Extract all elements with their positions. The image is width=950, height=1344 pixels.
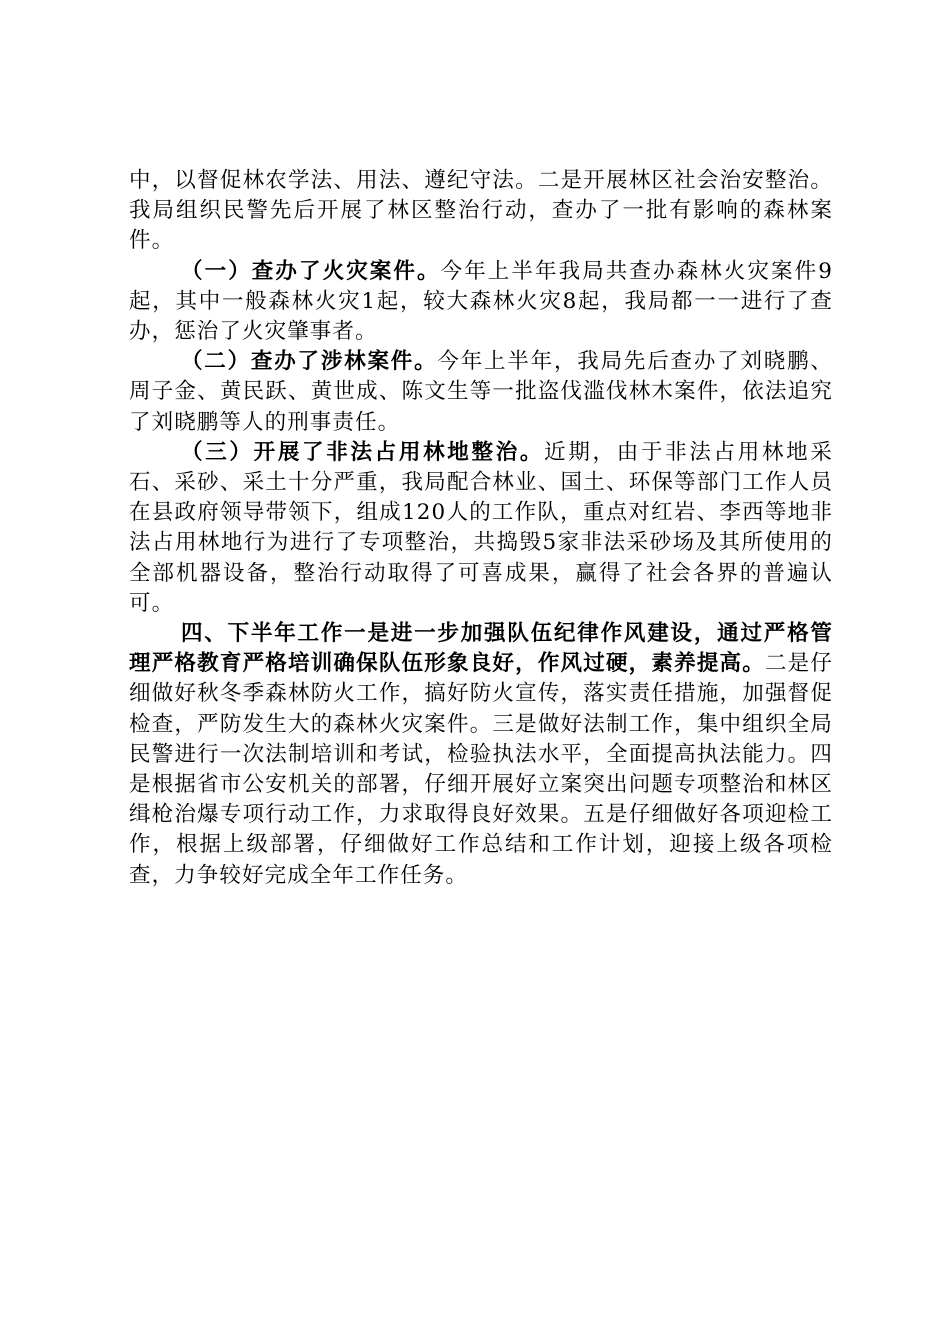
section-heading: （二）查办了涉林案件。 — [181, 349, 438, 375]
paragraph-text: 今年上半年，我局先后查办了刘晓鹏、周子金、黄民跃、黄世成、陈文生等一批盗伐滥伐林木案件，依法追究了刘晓鹏等人的刑事责任。 — [129, 349, 833, 435]
paragraph-text: 今年上半年我局共查办森林火灾案件9起，其中一般森林火灾1起，较大森林火灾8起，我局都一一进行了查办，惩治了火灾肇事者。 — [129, 258, 833, 345]
paragraph-forest-cases — [129, 347, 833, 438]
paragraph-intro — [129, 166, 833, 257]
paragraph-fire-cases — [129, 257, 833, 348]
section-heading: （三）开展了非法占用林地整治。 — [181, 439, 545, 465]
paragraph-text: 近期，由于非法占用林地采石、采砂、采土十分严重，我局配合林业、国土、环保等部门工作人员在县政府领导带领下，组成120人的工作队，重点对红岩、李西等地非法占用林地行为进行了专项整治，共捣毁5家非法采砂场及其所使用的全部机器设备，整治行动取得了可喜成果，赢得了社会各界的普遍认可。 — [129, 439, 833, 616]
paragraph-second-half-plan — [129, 619, 833, 891]
paragraph-land-rectification — [129, 438, 833, 619]
paragraph-text: 中，以督促林农学法、用法、遵纪守法。二是开展林区社会治安整治。我局组织民警先后开展了林区整治行动，查办了一批有影响的森林案件。 — [129, 168, 833, 254]
section-heading: 四、下半年工作一是进一步加强队伍纪律作风建设，通过严格管理严格教育严格培训确保队伍形象良好，作风过硬，素养提高。 — [129, 621, 833, 677]
paragraph-text: 二是仔细做好秋冬季森林防火工作，搞好防火宣传，落实责任措施，加强督促检查，严防发生大的森林火灾案件。三是做好法制工作，集中组织全局民警进行一次法制培训和考试，检验执法水平，全面提高执法能力。四是根据省市公安机关的部署，仔细开展好立案突出问题专项整治和林区缉枪治爆专项行动工作，力求取得良好效果。五是仔细做好各项迎检工作，根据上级部署，仔细做好工作总结和工作计划，迎接上级各项检查，力争较好完成全年工作任务。 — [129, 651, 833, 888]
section-heading: （一）查办了火灾案件。 — [181, 258, 441, 284]
document-body — [129, 166, 833, 891]
